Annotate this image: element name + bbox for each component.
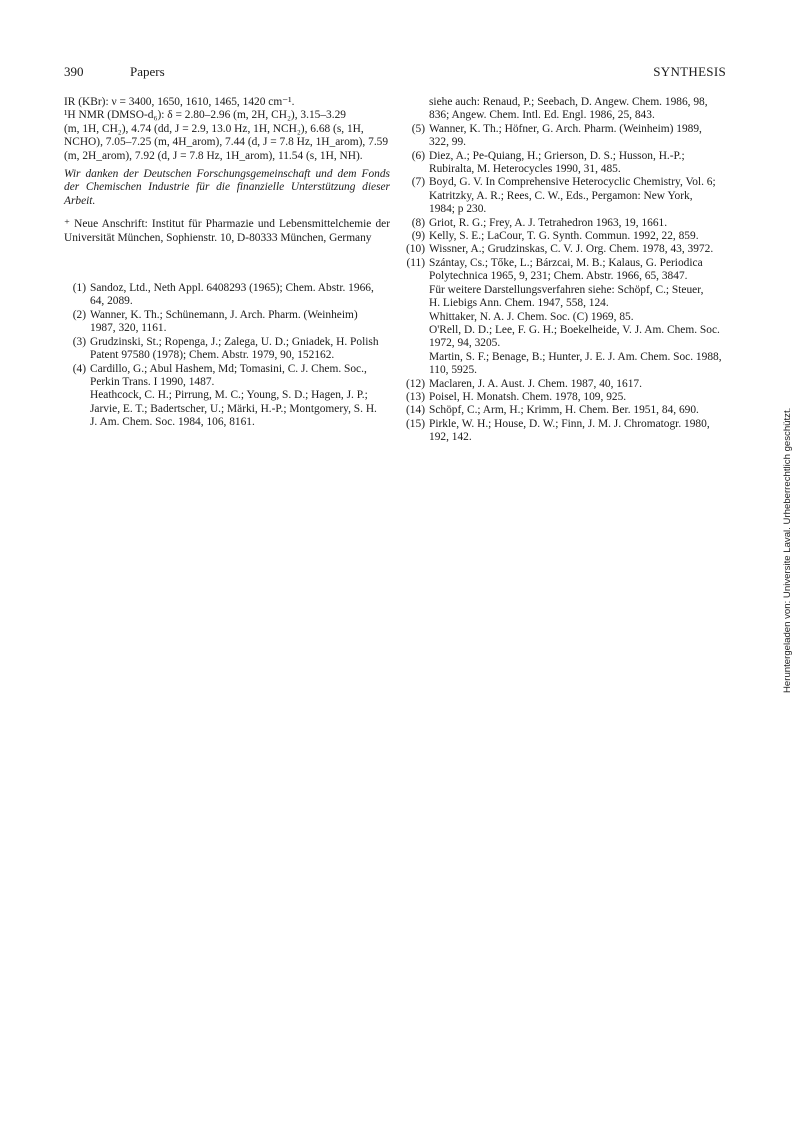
reference-line: J. Am. Chem. Soc. 1984, 106, 8161. — [90, 416, 255, 429]
reference-number: (8) — [411, 216, 425, 229]
reference-line: Polytechnica 1965, 9, 231; Chem. Abstr. 1966, 65, 3847. — [429, 270, 688, 283]
reference-line: Maclaren, J. A. Aust. J. Chem. 1987, 40, 1617. — [429, 377, 642, 390]
reference-text — [429, 404, 726, 417]
reference-line: H. Liebigs Ann. Chem. 1947, 558, 124. — [429, 297, 609, 310]
nmr-line: ¹H NMR (DMSO-d₆): δ = 2.80–2.96 (m, 2H, CH₂), 3.15–3.29 — [64, 109, 346, 122]
reference-line: Wanner, K. Th.; Höfner, G. Arch. Pharm. (Weinheim) 1989, — [429, 122, 702, 135]
reference-line: Für weitere Darstellungsverfahren siehe: Schöpf, C.; Steuer, — [429, 283, 704, 296]
reference-number: (5) — [411, 122, 425, 135]
reference-line: 192, 142. — [429, 431, 472, 444]
reference-item — [64, 336, 390, 363]
reference-line: Whittaker, N. A. J. Chem. Soc. (C) 1969, 85. — [429, 310, 634, 323]
section-title: Papers — [130, 64, 165, 79]
reference-line: 836; Angew. Chem. Intl. Ed. Engl. 1986, 25, 843. — [429, 109, 655, 122]
reference-line: Perkin Trans. I 1990, 1487. — [90, 375, 215, 388]
reference-line: Wissner, A.; Grudzinskas, C. V. J. Org. Chem. 1978, 43, 3972. — [429, 243, 714, 256]
journal-name: SYNTHESIS — [653, 64, 726, 79]
reference-line: Szántay, Cs.; Tőke, L.; Bárzcai, M. B.; Kalaus, G. Periodica — [429, 256, 703, 269]
reference-text — [429, 230, 726, 243]
reference-item — [403, 217, 726, 230]
reference-text — [429, 217, 726, 230]
reference-item — [64, 282, 390, 309]
reference-number: (14) — [406, 404, 425, 417]
reference-text — [429, 150, 726, 177]
reference-item — [403, 404, 726, 417]
reference-item — [64, 309, 390, 336]
reference-line: Jarvie, E. T.; Badertscher, U.; Märki, H.-P.; Montgomery, S. H. — [90, 402, 377, 415]
reference-line: 1972, 94, 3205. — [429, 337, 501, 350]
reference-text — [429, 176, 726, 216]
reference-line: 322, 99. — [429, 136, 467, 149]
reference-number: (10) — [406, 243, 425, 256]
reference-number: (3) — [72, 335, 86, 348]
reference-item — [403, 123, 726, 150]
reference-item — [403, 378, 726, 391]
left-column — [64, 96, 390, 430]
reference-line: 1984; p 230. — [429, 203, 487, 216]
reference-text — [429, 257, 726, 378]
ir-data: IR (KBr): ν = 3400, 1650, 1610, 1465, 1420 cm⁻¹. — [64, 96, 295, 108]
reference-line: Kelly, S. E.; LaCour, T. G. Synth. Commun. 1992, 22, 859. — [429, 230, 699, 243]
reference-text — [90, 336, 390, 363]
reference-text — [90, 363, 390, 430]
reference-line: Schöpf, C.; Arm, H.; Krimm, H. Chem. Ber. 1951, 84, 690. — [429, 404, 699, 417]
nmr-data — [64, 109, 390, 163]
address-footnote: ⁺ Neue Anschrift: Institut für Pharmazie und Lebensmittelchemie der Universität München, Sophienstr. 10, D-80333 München, Germany — [64, 218, 390, 244]
reference-text — [429, 378, 726, 391]
reference-text — [429, 243, 726, 256]
reference-item — [403, 230, 726, 243]
reference-number: (4) — [72, 362, 86, 375]
reference-line: Poisel, H. Monatsh. Chem. 1978, 109, 925. — [429, 390, 627, 403]
reference-line: Grudzinski, St.; Ropenga, J.; Zalega, U. D.; Gniadek, H. Polish — [90, 335, 379, 348]
reference-item — [403, 243, 726, 256]
acknowledgement: Wir danken der Deutschen Forschungsgemeinschaft und dem Fonds der Chemischen Industrie für die finanzielle Unterstützung dieser Arbeit. — [64, 168, 390, 207]
reference-item — [403, 391, 726, 404]
page-header — [64, 63, 726, 81]
reference-text — [90, 309, 390, 336]
reference-item — [64, 363, 390, 430]
reference-text — [429, 391, 726, 404]
right-column — [403, 96, 726, 445]
reference-item — [403, 418, 726, 445]
reference-line: Wanner, K. Th.; Schünemann, J. Arch. Pharm. (Weinheim) — [90, 308, 358, 321]
reference-number: (7) — [411, 176, 425, 189]
reference-item — [403, 150, 726, 177]
reference-number: (15) — [406, 417, 425, 430]
reference-text — [429, 123, 726, 150]
reference-number: (9) — [411, 230, 425, 243]
nmr-line: NCHO), 7.05–7.25 (m, 4H_arom), 7.44 (d, J = 7.8 Hz, 1H_arom), 7.59 — [64, 136, 389, 149]
reference-list — [64, 282, 390, 429]
reference-item — [403, 257, 726, 378]
reference-number: (6) — [411, 149, 425, 162]
nmr-line: (m, 1H, CH₂), 4.74 (dd, J = 2.9, 13.0 Hz, 1H, NCH₂), 6.68 (s, 1H, — [64, 122, 364, 135]
reference-line: Diez, A.; Pe-Quiang, H.; Grierson, D. S.; Husson, H.-P.; — [429, 149, 685, 162]
reference-line: 110, 5925. — [429, 364, 477, 377]
reference-line: Boyd, G. V. In Comprehensive Heterocyclic Chemistry, Vol. 6; — [429, 176, 716, 189]
reference-text — [90, 282, 390, 309]
reference-line: Pirkle, W. H.; House, D. W.; Finn, J. M. J. Chromatogr. 1980, — [429, 417, 710, 430]
reference-line: O'Rell, D. D.; Lee, F. G. H.; Boekelheide, V. J. Am. Chem. Soc. — [429, 323, 720, 336]
reference-line: 1987, 320, 1161. — [90, 322, 167, 335]
reference-continuation — [403, 96, 726, 123]
reference-line: Katritzky, A. R.; Rees, C. W., Eds., Pergamon: New York, — [429, 189, 693, 202]
reference-item — [403, 176, 726, 216]
reference-line: Martin, S. F.; Benage, B.; Hunter, J. E. J. Am. Chem. Soc. 1988, — [429, 350, 722, 363]
nmr-line: (m, 2H_arom), 7.92 (d, J = 7.8 Hz, 1H_arom), 11.54 (s, 1H, NH). — [64, 149, 363, 162]
download-notice: Heruntergeladen von: Universite Laval. Urheberrechtlich geschützt. — [782, 407, 793, 693]
page-number: 390 — [64, 64, 84, 79]
reference-line: Rubiralta, M. Heterocycles 1990, 31, 485. — [429, 163, 621, 176]
reference-line: 64, 2089. — [90, 295, 133, 308]
reference-number: (11) — [406, 256, 425, 269]
reference-line: siehe auch: Renaud, P.; Seebach, D. Angew. Chem. 1986, 98, — [429, 96, 708, 108]
reference-line: Sandoz, Ltd., Neth Appl. 6408293 (1965); Chem. Abstr. 1966, — [90, 282, 374, 295]
reference-line: Heathcock, C. H.; Pirrung, M. C.; Young, S. D.; Hagen, J. P.; — [90, 389, 368, 402]
reference-number: (12) — [406, 377, 425, 390]
reference-number: (13) — [406, 390, 425, 403]
reference-line: Cardillo, G.; Abul Hashem, Md; Tomasini, C. J. Chem. Soc., — [90, 362, 367, 375]
reference-number: (1) — [72, 282, 86, 295]
reference-line: Patent 97580 (1978); Chem. Abstr. 1979, 90, 152162. — [90, 349, 335, 362]
reference-text — [429, 418, 726, 445]
reference-line: Griot, R. G.; Frey, A. J. Tetrahedron 1963, 19, 1661. — [429, 216, 668, 229]
reference-number: (2) — [72, 308, 86, 321]
